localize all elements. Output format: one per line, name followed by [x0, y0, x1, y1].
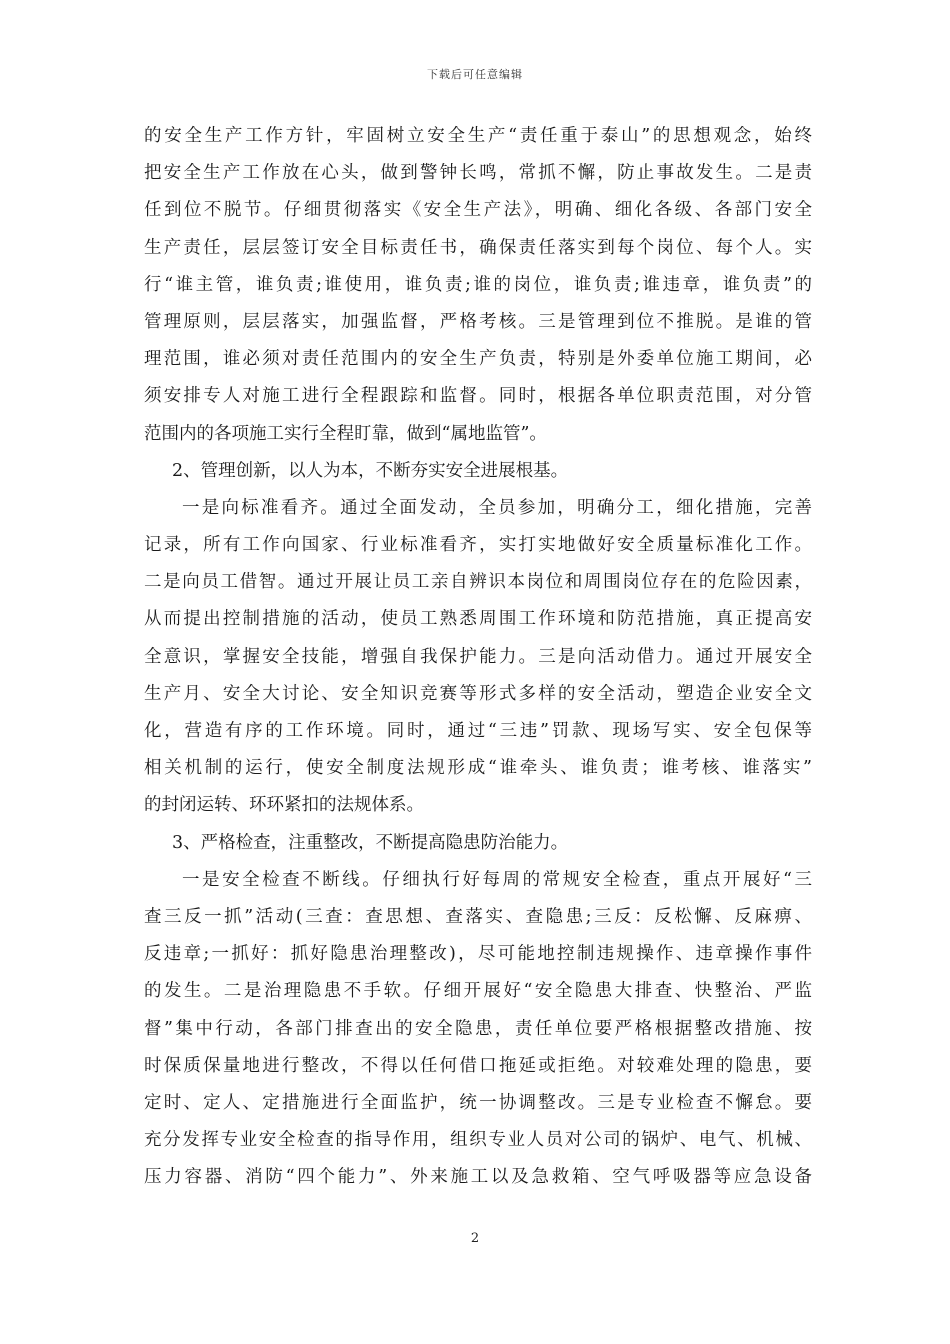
text-line: 生产月、安全大讨论、安全知识竞赛等形式多样的安全活动，塑造企业安全文: [144, 683, 812, 704]
text-line: 的发生。二是治理隐患不手软。仔细开展好“安全隐患大排查、快整治、严监: [144, 981, 812, 1002]
text-line: 须安排专人对施工进行全程跟踪和监督。同时，根据各单位职责范围，对分管: [144, 386, 812, 407]
text-line: 压力容器、消防“四个能力”、外来施工以及急救箱、空气呼吸器等应急设备: [144, 1167, 812, 1188]
text-line: 全意识，掌握安全技能，增强自我保护能力。三是向活动借力。通过开展安全: [144, 646, 812, 667]
text-line: 二是向员工借智。通过开展让员工亲自辨识本岗位和周围岗位存在的危险因素，: [144, 572, 812, 593]
text-line: 一是安全检查不断线。仔细执行好每周的常规安全检查，重点开展好“三: [182, 869, 812, 890]
page-number: 2: [470, 1231, 480, 1246]
text-line: 理范围，谁必须对责任范围内的安全生产负责，特别是外委单位施工期间，必: [144, 349, 812, 370]
text-line: 时保质保量地进行整改，不得以任何借口拖延或拒绝。对较难处理的隐患，要: [144, 1055, 812, 1076]
text-line: 定时、定人、定措施进行全面监护，统一协调整改。三是专业检查不懈怠。要: [144, 1092, 812, 1113]
text-line: 相关机制的运行，使安全制度法规形成“谁牵头、谁负责；谁考核、谁落实”: [144, 758, 812, 779]
section-heading: 2、管理创新，以人为本，不断夯实安全进展根基。: [172, 460, 569, 481]
text-line: 化，营造有序的工作环境。同时，通过“三违”罚款、现场写实、安全包保等: [144, 721, 812, 741]
text-line: 把安全生产工作放在心头，做到警钟长鸣，常抓不懈，防止事故发生。二是责: [144, 163, 812, 184]
text-line: 查三反一抓”活动(三查：查思想、查落实、查隐患;三反：反松懈、反麻痹、: [144, 906, 812, 927]
text-line: 的安全生产工作方针，牢固树立安全生产“责任重于泰山”的思想观念，始终: [144, 126, 812, 146]
text-line: 任到位不脱节。仔细贯彻落实《安全生产法》，明确、细化各级、各部门安全: [144, 200, 812, 221]
text-line: 的封闭运转、环环紧扣的法规体系。: [144, 795, 424, 816]
page-header: 下载后可任意编辑: [427, 68, 523, 81]
text-line: 行“谁主管，谁负责;谁使用，谁负责;谁的岗位，谁负责;谁违章，谁负责”的: [144, 274, 812, 295]
text-line: 充分发挥专业安全检查的指导作用，组织专业人员对公司的锅炉、电气、机械、: [144, 1130, 812, 1151]
text-line: 生产责任，层层签订安全目标责任书，确保责任落实到每个岗位、每个人。实: [144, 237, 812, 258]
text-line: 督”集中行动，各部门排查出的安全隐患，责任单位要严格根据整改措施、按: [144, 1018, 812, 1039]
text-line: 从而提出控制措施的活动，使员工熟悉周围工作环境和防范措施，真正提高安: [144, 609, 812, 630]
document-body: [144, 118, 812, 1196]
text-line: 反违章;一抓好：抓好隐患治理整改)，尽可能地控制违规操作、违章操作事件: [144, 944, 812, 965]
text-line: 管理原则，层层落实，加强监督，严格考核。三是管理到位不推脱。是谁的管: [144, 311, 812, 332]
text-line: 记录，所有工作向国家、行业标准看齐，实打实地做好安全质量标准化工作。: [144, 535, 812, 556]
section-heading: 3、严格检查，注重整改，不断提高隐患防治能力。: [172, 832, 569, 853]
text-line: 范围内的各项施工实行全程盯靠，做到“属地监管”。: [144, 423, 547, 444]
text-line: 一是向标准看齐。通过全面发动，全员参加，明确分工，细化措施，完善: [182, 497, 812, 518]
